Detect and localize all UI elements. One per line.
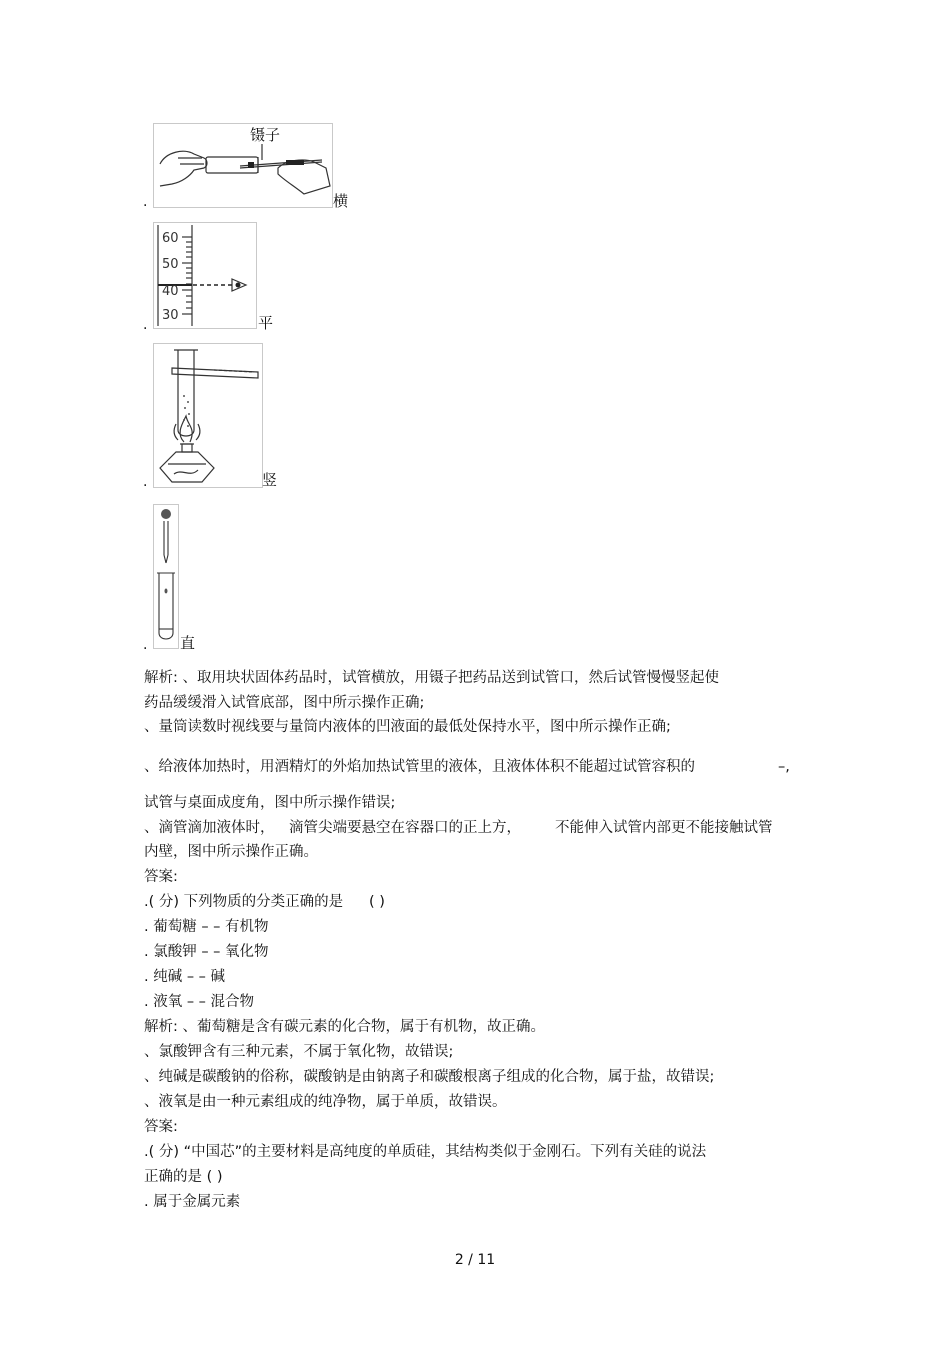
scale-label-50: 50 [162,257,179,272]
option-c: . 纯碱 – – 碱 [144,969,226,985]
option-b: . 氯酸钾 – – 氧化物 [144,944,269,960]
analysis-line: 、纯碱是碳酸钠的俗称，碳酸钠是由钠离子和碳酸根离子组成的化合物，属于盐，故错误; [144,1069,715,1085]
option-a: . 葡萄糖 – – 有机物 [144,919,269,935]
figure-dot: . [143,194,148,210]
analysis-line: 、液氧是由一种元素组成的纯净物，属于单质，故错误。 [144,1094,507,1110]
answer-label: 答案: [144,869,178,885]
figure-caption: 横 [333,192,349,210]
fraction-placeholder: –, [778,759,790,775]
figure-dropper [153,504,179,649]
analysis-line: 滴管尖端要悬空在容器口的正上方， [289,820,521,836]
figure-caption: 平 [258,314,274,332]
analysis-line: 解析: 、葡萄糖是含有碳元素的化合物，属于有机物，故正确。 [144,1019,545,1035]
figure-dot: . [143,317,148,333]
figure-measuring-cylinder [153,222,257,329]
question-stem-cont: 正确的是 ( ) [144,1169,223,1185]
figure-dot: . [143,637,148,653]
scale-label-40: 40 [162,284,179,299]
analysis-line: 解析: 、取用块状固体药品时，试管横放，用镊子把药品送到试管口，然后试管慢慢竖起使 [144,670,719,686]
scale-label-60: 60 [162,231,179,246]
analysis-line: 不能伸入试管内部更不能接触试管 [555,820,773,836]
analysis-line: 、滴管滴加液体时， [144,820,275,836]
analysis-line: 内壁，图中所示操作正确。 [144,844,318,860]
analysis-line: 试管与桌面成度角，图中所示操作错误; [144,795,396,811]
analysis-line: 、量筒读数时视线要与量筒内液体的凹液面的最低处保持水平，图中所示操作正确; [144,719,671,735]
figure-caption: 竖 [262,471,278,489]
analysis-line: 药品缓缓滑入试管底部，图中所示操作正确; [144,695,425,711]
scale-label-30: 30 [162,308,179,323]
analysis-line: 、给液体加热时，用酒精灯的外焰加热试管里的液体，且液体体积不能超过试管容积的 [144,759,695,775]
analysis-line: 、氯酸钾含有三种元素，不属于氧化物，故错误; [144,1044,454,1060]
figure-tweezers-test-tube [153,123,333,208]
question-stem: .( 分) “中国芯”的主要材料是高纯度的单质硅，其结构类似于金刚石。下列有关硅的说法 [144,1144,707,1160]
page-number: 2 / 11 [454,1252,496,1268]
figure-label-tweezers: 镊子 [250,126,281,144]
figure-dot: . [143,474,148,490]
answer-label: 答案: [144,1119,178,1135]
option-a: . 属于金属元素 [144,1194,241,1210]
question-paren: ( ) [369,894,385,910]
figure-heating-test-tube [153,343,263,488]
option-d: . 液氧 – – 混合物 [144,994,255,1010]
question-stem: .( 分) 下列物质的分类正确的是 [144,894,344,910]
figure-caption: 直 [180,634,196,652]
